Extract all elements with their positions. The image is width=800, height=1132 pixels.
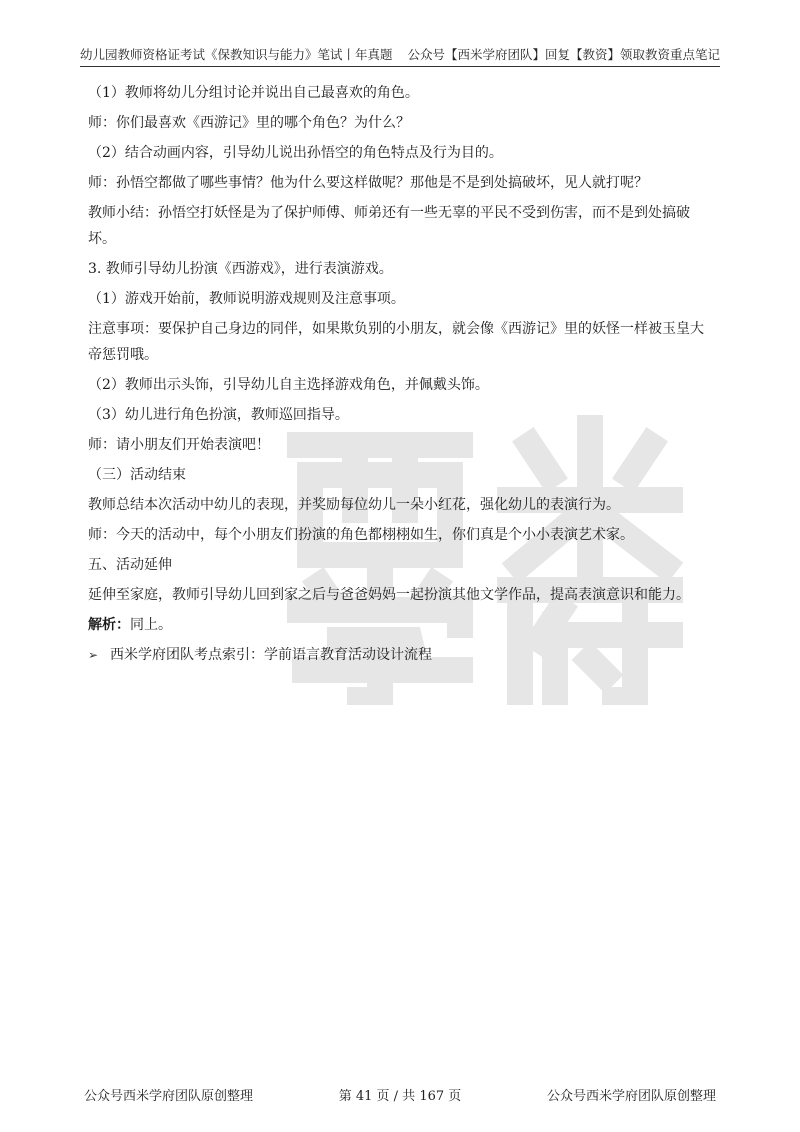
analysis-line	[88, 612, 712, 638]
section-heading: 五、活动延伸	[88, 557, 172, 573]
text-line: （2）结合动画内容，引导幼儿说出孙悟空的角色特点及行为目的。	[88, 145, 503, 161]
bullet-line	[88, 642, 712, 668]
text-line: 师：孙悟空都做了哪些事情？他为什么要这样做呢？那他是不是到处搞破坏，见人就打呢？	[88, 175, 648, 191]
analysis-text: 同上。	[130, 617, 172, 633]
text-line: （2）教师出示头饰，引导幼儿自主选择游戏角色，并佩戴头饰。	[88, 377, 489, 393]
text-line: 教师总结本次活动中幼儿的表现，并奖励每位幼儿一朵小红花，强化幼儿的表演行为。	[88, 497, 620, 513]
section-heading: （三）活动结束	[88, 467, 186, 483]
bullet-text: 西米学府团队考点索引：学前语言教育活动设计流程	[110, 647, 432, 663]
analysis-label: 解析：	[88, 617, 130, 633]
text-line: 师：请小朋友们开始表演吧！	[88, 437, 270, 453]
footer-left: 公众号西米学府团队原创整理	[84, 1089, 254, 1104]
text-line: 教师小结：孙悟空打妖怪是为了保护师傅、师弟还有一些无辜的平民不受到伤害，而不是到处搞破坏。	[88, 205, 690, 247]
text-line: （3）幼儿进行角色扮演，教师巡回指导。	[88, 407, 349, 423]
arrow-bullet-icon: ➢	[88, 648, 99, 662]
page-header	[80, 44, 720, 67]
text-line: 师：你们最喜欢《西游记》里的哪个角色？为什么？	[88, 115, 410, 131]
text-line: （1）教师将幼儿分组讨论并说出自己最喜欢的角色。	[88, 85, 419, 101]
page-number: 第 41 页 / 共 167 页	[338, 1089, 462, 1104]
text-line: 延伸至家庭，教师引导幼儿回到家之后与爸爸妈妈一起扮演其他文学作品，提高表演意识和能力。	[88, 587, 690, 603]
document-body	[88, 80, 712, 672]
header-left-title: 幼儿园教师资格证考试《保教知识与能力》笔试丨年真题	[80, 47, 393, 62]
text-line: 注意事项：要保护自己身边的同伴，如果欺负别的小朋友，就会像《西游记》里的妖怪一样被玉皇大帝惩罚哦。	[88, 321, 704, 363]
text-line: 3. 教师引导幼儿扮演《西游戏》，进行表演游戏。	[88, 261, 393, 277]
footer-right: 公众号西米学府团队原创整理	[546, 1089, 716, 1104]
header-right-note: 公众号【西米学府团队】回复【教资】领取教资重点笔记	[407, 47, 720, 62]
page-footer	[84, 1085, 716, 1105]
text-line: （1）游戏开始前，教师说明游戏规则及注意事项。	[88, 291, 405, 307]
text-line: 师：今天的活动中，每个小朋友们扮演的角色都栩栩如生，你们真是个小小表演艺术家。	[88, 527, 634, 543]
